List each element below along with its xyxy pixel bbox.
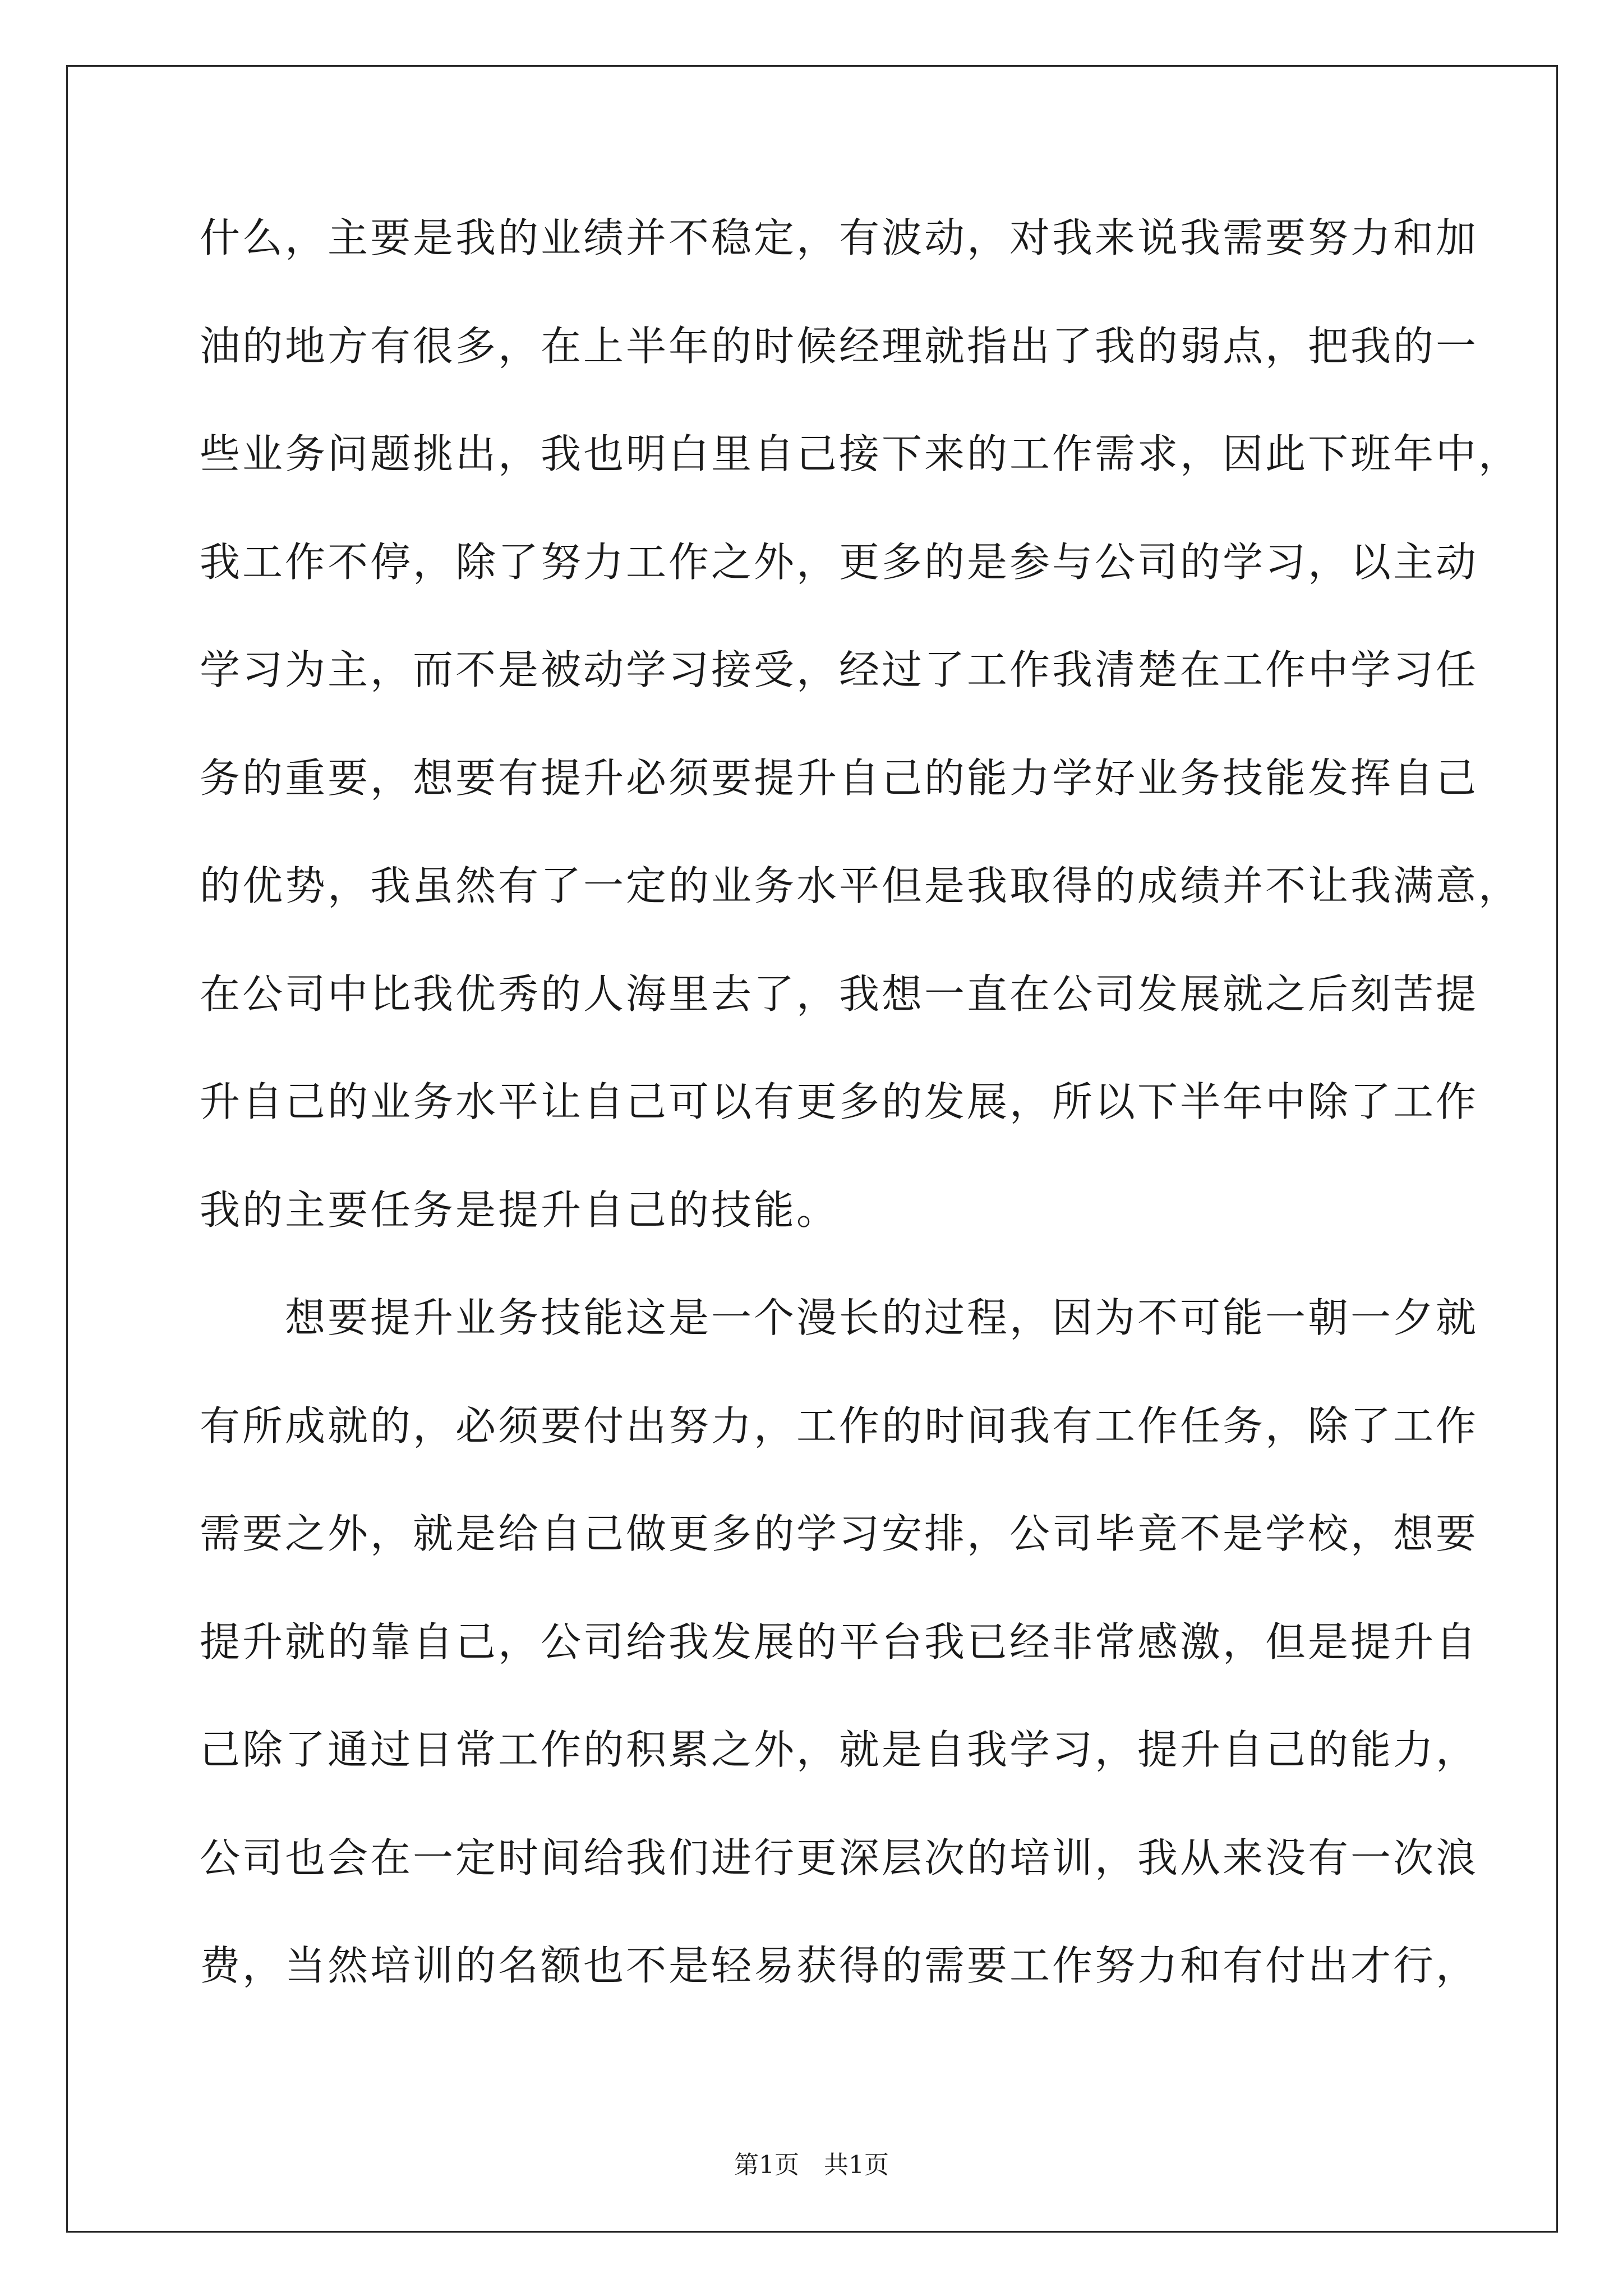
page-footer: [0, 2153, 1623, 2178]
text-line: 学习为主，而不是被动学习接受，经过了工作我清楚在工作中学习任: [200, 646, 1479, 693]
text-line: 油的地方有很多，在上半年的时候经理就指出了我的弱点，把我的一: [200, 322, 1479, 370]
page-number: 第1页: [734, 2151, 799, 2179]
text-line: 公司也会在一定时间给我们进行更深层次的培训，我从来没有一次浪: [200, 1834, 1479, 1881]
text-line: 想要提升业务技能这是一个漫长的过程，因为不可能一朝一夕就: [285, 1294, 1479, 1341]
text-line: 我的主要任务是提升自己的技能。: [200, 1186, 840, 1234]
text-line: 我工作不停，除了努力工作之外，更多的是参与公司的学习，以主动: [200, 538, 1479, 586]
text-line: 有所成就的，必须要付出努力，工作的时间我有工作任务，除了工作: [200, 1402, 1479, 1450]
text-line: 费，当然培训的名额也不是轻易获得的需要工作努力和有付出才行，: [200, 1942, 1479, 1989]
text-line: 些业务问题挑出，我也明白里自己接下来的工作需求，因此下班年中，: [200, 430, 1521, 477]
text-line: 升自己的业务水平让自己可以有更多的发展，所以下半年中除了工作: [200, 1078, 1479, 1125]
text-line: 提升就的靠自己，公司给我发展的平台我已经非常感激，但是提升自: [200, 1618, 1479, 1665]
text-line: 什么，主要是我的业绩并不稳定，有波动，对我来说我需要努力和加: [200, 214, 1479, 261]
page-total: 共1页: [824, 2151, 889, 2179]
text-line: 的优势，我虽然有了一定的业务水平但是我取得的成绩并不让我满意，: [200, 862, 1521, 909]
text-line: 务的重要，想要有提升必须要提升自己的能力学好业务技能发挥自己: [200, 754, 1479, 802]
document-body: [200, 214, 1521, 2054]
text-line: 己除了通过日常工作的积累之外，就是自我学习，提升自己的能力，: [200, 1726, 1479, 1773]
text-line: 需要之外，就是给自己做更多的学习安排，公司毕竟不是学校，想要: [200, 1510, 1479, 1557]
text-line: 在公司中比我优秀的人海里去了，我想一直在公司发展就之后刻苦提: [200, 970, 1479, 1018]
